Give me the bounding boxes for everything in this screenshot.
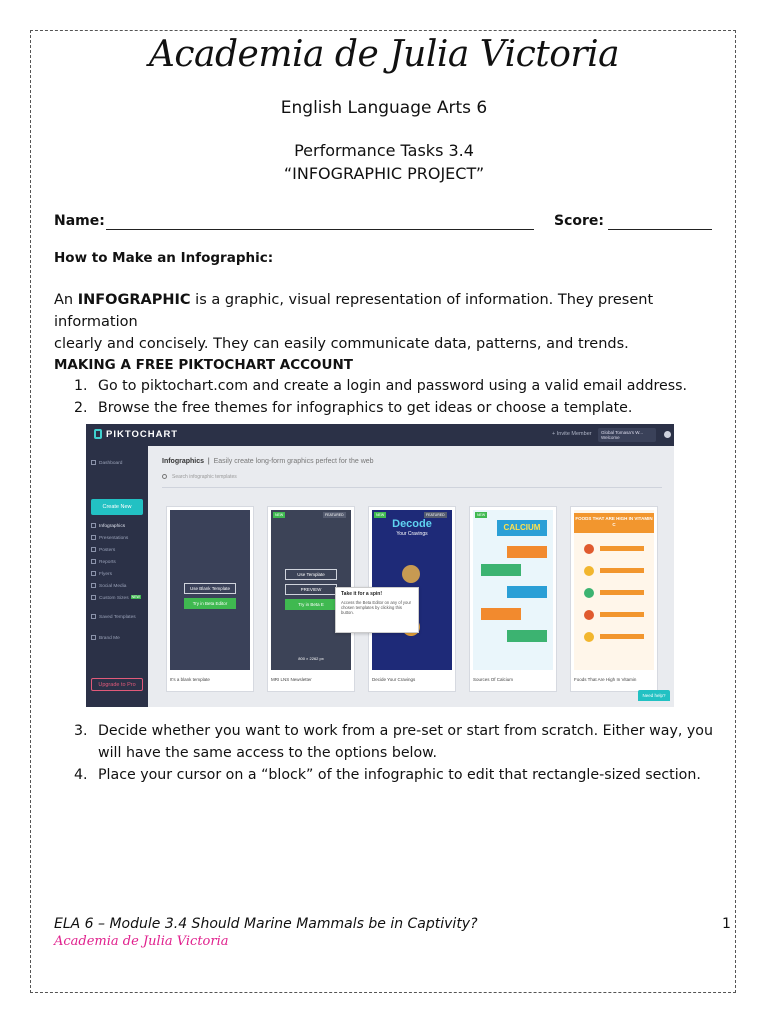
score-label: Score: — [554, 213, 604, 229]
social-media-icon — [91, 583, 96, 588]
template-card-calcium[interactable] — [469, 506, 557, 692]
help-icon[interactable] — [664, 431, 671, 438]
template-thumb — [473, 510, 553, 670]
sidebar-item-posters[interactable]: Posters — [91, 547, 115, 553]
vitamin-row — [600, 546, 644, 551]
definition-rest: is a graphic, visual representation of information. They present information — [54, 292, 654, 330]
tooltip-title: Take it for a spin! — [341, 591, 383, 597]
vitamin-banner: FOODS THAT ARE HIGH IN VITAMIN C — [574, 513, 654, 533]
page-number: 1 — [722, 916, 731, 932]
decode-subtitle: Your Cravings — [396, 531, 428, 537]
footer-module: ELA 6 – Module 3.4 Should Marine Mammals be in Captivity? — [54, 916, 478, 932]
step-text: Browse the free themes for infographics to get ideas or choose a template. — [98, 400, 633, 416]
fruit-icon — [584, 632, 594, 642]
how-to-heading: How to Make an Infographic: — [54, 250, 274, 266]
main-header: Infographics | Easily create long-form graphics perfect for the web — [162, 458, 374, 465]
new-tag: NEW — [131, 595, 140, 599]
vitamin-row — [600, 590, 644, 595]
new-badge: NEW — [275, 513, 284, 517]
beta-tooltip — [335, 587, 419, 633]
step-text: Place your cursor on a “block” of the infographic to edit that rectangle-sized section. — [98, 767, 701, 783]
template-thumb — [574, 510, 654, 670]
calcium-row — [507, 586, 547, 598]
sidebar-item-flyers[interactable]: Flyers — [91, 571, 112, 577]
dashboard-icon — [91, 460, 96, 465]
subject-line: English Language Arts 6 — [280, 98, 488, 118]
upgrade-button[interactable]: Upgrade to Pro — [91, 678, 143, 691]
school-title: Academia de Julia Victoria — [148, 34, 620, 75]
name-field[interactable] — [106, 229, 534, 230]
saved-icon — [91, 614, 96, 619]
account-menu[interactable]: Global Tomasa's W... Welcome — [598, 428, 656, 442]
calcium-row — [507, 630, 547, 642]
flyers-icon — [91, 571, 96, 576]
preview-button[interactable]: PREVIEW — [285, 584, 337, 595]
template-card-blank[interactable] — [166, 506, 254, 692]
steps-list-1 — [74, 375, 734, 419]
new-badge: NEW — [477, 513, 486, 517]
step-2 — [74, 397, 734, 419]
fruit-icon — [584, 588, 594, 598]
try-beta-button[interactable]: Try in Beta Editor — [184, 598, 236, 609]
footer-brand: Academia de Julia Victoria — [54, 934, 229, 949]
need-help-button[interactable]: Need help? — [638, 690, 670, 701]
card-caption: Sources Of Calcium — [473, 677, 514, 682]
sidebar-item-presentations[interactable]: Presentations — [91, 535, 128, 541]
step-text: Go to piktochart.com and create a login and password using a valid email address. — [98, 378, 688, 394]
steps-list-2 — [74, 720, 734, 786]
step-text: Decide whether you want to work from a pre-set or start from scratch. Either way, you — [98, 723, 713, 739]
featured-badge: FEATURED — [325, 513, 344, 517]
piktochart-screenshot — [86, 424, 674, 707]
new-badge: NEW — [376, 513, 385, 517]
calcium-row — [481, 564, 521, 576]
sidebar-item-infographics[interactable]: Infographics — [91, 523, 125, 529]
vitamin-row — [600, 612, 644, 617]
fruit-icon — [584, 544, 594, 554]
score-field[interactable] — [608, 229, 712, 230]
app-topbar — [86, 424, 674, 446]
card-caption: It's a blank template — [170, 677, 210, 682]
sidebar-item-dashboard[interactable]: Dashboard — [91, 460, 122, 466]
brand-icon — [91, 635, 96, 640]
infographics-icon — [91, 523, 96, 528]
sidebar-item-custom-sizes[interactable]: Custom Sizes NEW — [91, 595, 141, 601]
food-icon — [402, 565, 420, 583]
calcium-row — [481, 608, 521, 620]
step-number: 4. — [74, 767, 88, 783]
logo-icon — [94, 429, 102, 439]
account-heading: MAKING A FREE PIKTOCHART ACCOUNT — [54, 357, 353, 373]
calcium-row — [507, 546, 547, 558]
custom-sizes-icon — [91, 595, 96, 600]
step-3 — [74, 720, 734, 764]
use-blank-template-button[interactable]: Use Blank Template — [184, 583, 236, 594]
presentations-icon — [91, 535, 96, 540]
fruit-icon — [584, 566, 594, 576]
project-line: “INFOGRAPHIC PROJECT” — [283, 164, 485, 183]
size-label: 800 × 2262 px — [298, 656, 324, 661]
try-beta-button[interactable]: Try in Beta E — [285, 599, 337, 610]
definition-line-2: clearly and concisely. They can easily communicate data, patterns, and trends. — [54, 336, 629, 352]
sidebar-item-brand[interactable]: Brand Me — [91, 635, 120, 641]
sidebar-item-saved-templates[interactable]: Saved Templates — [91, 614, 136, 620]
decode-title: Decode — [392, 518, 432, 530]
vitamin-row — [600, 568, 644, 573]
reports-icon — [91, 559, 96, 564]
use-template-button[interactable]: Use Template — [285, 569, 337, 580]
vitamin-row — [600, 634, 644, 639]
search-icon — [162, 474, 167, 479]
definition-line-1 — [54, 289, 734, 333]
create-new-button[interactable]: Create New — [91, 499, 143, 515]
definition-paragraph — [54, 289, 734, 355]
card-caption: Foods That Are High In Vitamin — [574, 677, 637, 682]
fruit-icon — [584, 610, 594, 620]
sidebar-item-reports[interactable]: Reports — [91, 559, 116, 565]
step-number: 3. — [74, 723, 88, 739]
card-caption: Decide Your Cravings — [372, 677, 416, 682]
step-4 — [74, 764, 734, 786]
template-search-input[interactable]: Search infographic templates — [162, 474, 662, 488]
name-label: Name: — [54, 213, 105, 229]
posters-icon — [91, 547, 96, 552]
step-number: 1. — [74, 378, 88, 394]
app-sidebar — [86, 446, 148, 707]
template-card-vitamin[interactable] — [570, 506, 658, 692]
infographic-term: INFOGRAPHIC — [77, 292, 191, 308]
step-number: 2. — [74, 400, 88, 416]
piktochart-logo: PIKTOCHART — [94, 429, 178, 440]
tooltip-body: Access the Beta Editor on any of your chosen templates by clicking this button. — [341, 600, 412, 615]
definition-prefix: An — [54, 292, 78, 308]
step-1 — [74, 375, 734, 397]
featured-badge: FEATURED — [426, 513, 445, 517]
calcium-banner: CALCIUM — [497, 520, 547, 536]
sidebar-item-social-media[interactable]: Social Media — [91, 583, 126, 589]
card-caption: MRI LNS Newsletter — [271, 677, 312, 682]
task-line: Performance Tasks 3.4 — [294, 141, 474, 160]
invite-member-link[interactable]: + Invite Member — [552, 431, 592, 437]
step-text-cont: will have the same access to the options below. — [98, 745, 437, 761]
